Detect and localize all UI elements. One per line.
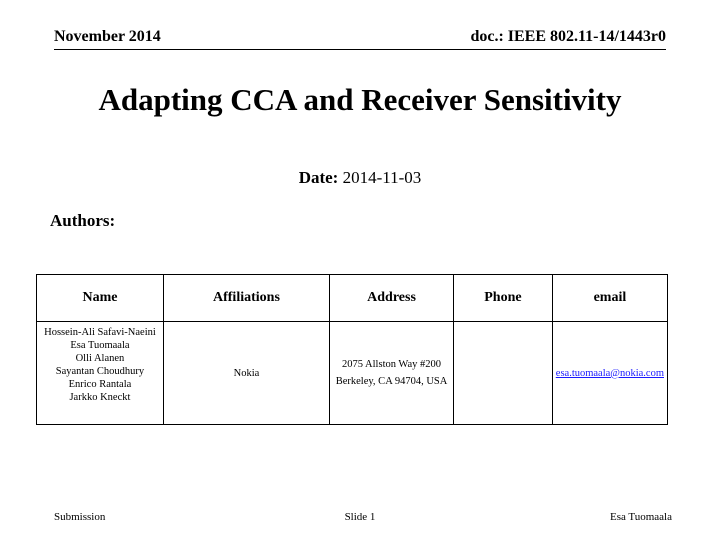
- date-label: Date:: [298, 168, 339, 187]
- author-name: Enrico Rantala: [68, 379, 132, 390]
- address-line-1: 2075 Allston Way #200: [342, 359, 442, 370]
- authors-table: [36, 274, 668, 425]
- footer-author: Esa Tuomaala: [609, 511, 672, 523]
- table-row: [37, 322, 668, 425]
- author-name: Esa Tuomaala: [70, 340, 130, 351]
- author-name: Jarkko Kneckt: [69, 392, 131, 403]
- header-phone: Phone: [454, 275, 553, 322]
- header-date: November 2014: [54, 28, 161, 45]
- phone-cell: [454, 322, 553, 425]
- author-name: Olli Alanen: [75, 353, 125, 364]
- address-line-2: Berkeley, CA 94704, USA: [335, 376, 448, 387]
- email-cell: [552, 322, 667, 425]
- footer-slide-number: Slide 1: [344, 511, 376, 523]
- authors-label: Authors:: [50, 211, 116, 230]
- names-cell: [37, 322, 164, 425]
- footer-submission: Submission: [54, 511, 106, 523]
- header-rule: [54, 49, 666, 50]
- slide-title: Adapting CCA and Receiver Sensitivity: [98, 82, 622, 117]
- date-value: 2014-11-03: [342, 168, 422, 187]
- header-address: Address: [329, 275, 453, 322]
- header-email: email: [552, 275, 667, 322]
- table-header-row: [37, 275, 668, 322]
- email-link[interactable]: esa.tuomaala@nokia.com: [555, 367, 664, 379]
- date-line: [0, 168, 720, 188]
- affiliation-cell: Nokia: [163, 322, 329, 425]
- header-doc-id: doc.: IEEE 802.11-14/1443r0: [470, 28, 666, 45]
- author-name: Sayantan Choudhury: [55, 366, 145, 377]
- address-cell: [329, 322, 453, 425]
- header-affiliations: Affiliations: [163, 275, 329, 322]
- author-name: Hossein-Ali Safavi-Naeini: [44, 327, 156, 338]
- header-name: Name: [37, 275, 164, 322]
